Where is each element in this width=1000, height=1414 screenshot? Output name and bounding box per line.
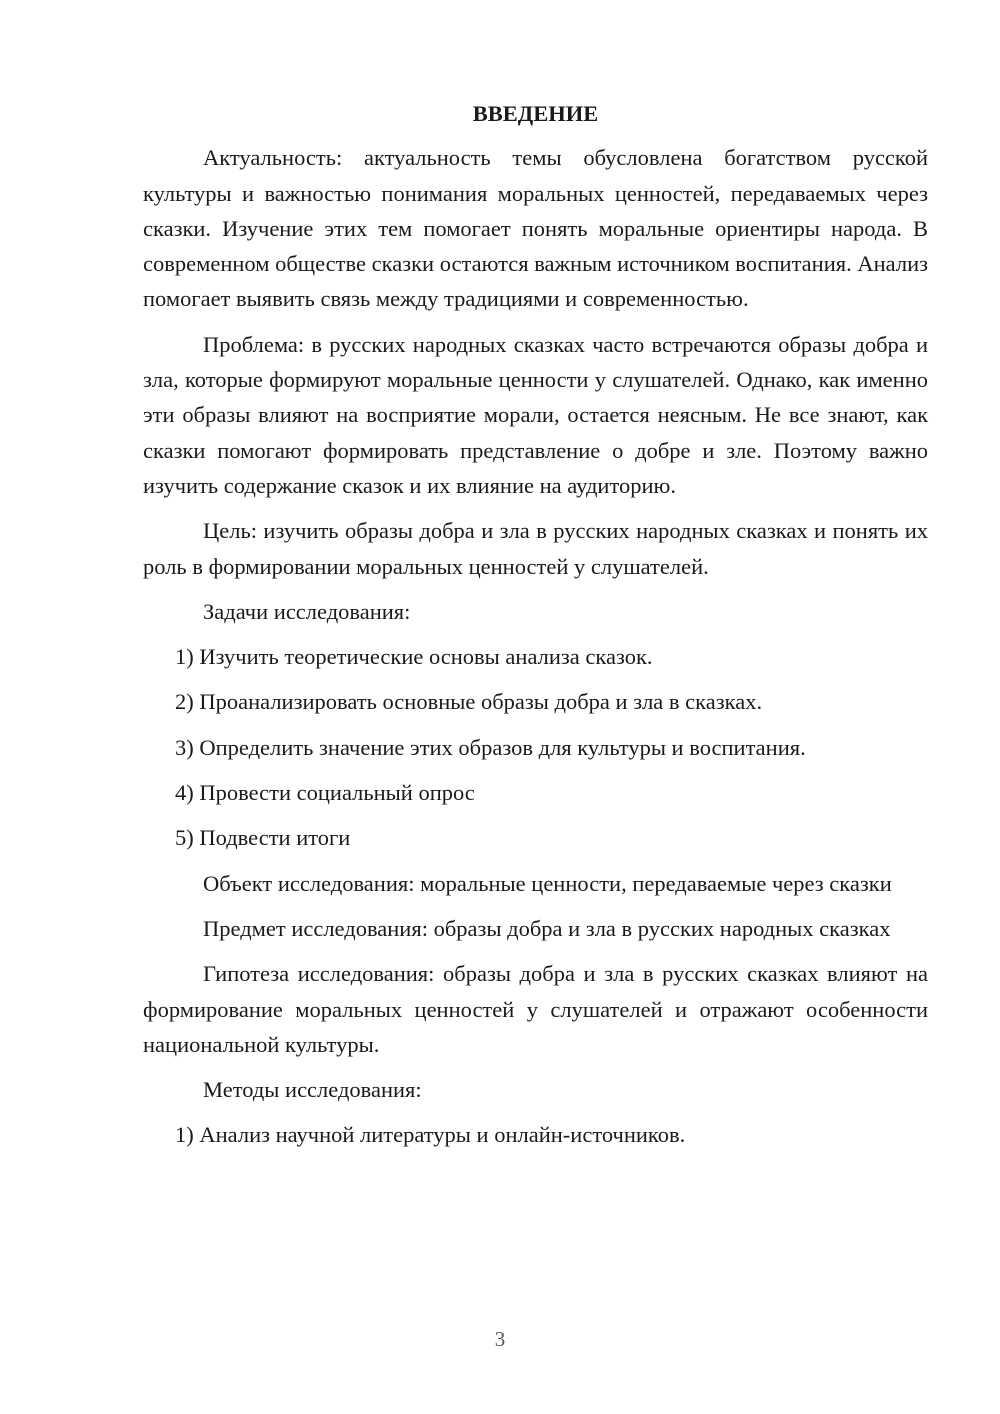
relevance-paragraph: Актуальность: актуальность темы обусловлена богатством русской культуры и важностью понимания моральных ценностей, передаваемых через сказки. Изучение этих тем помогает понять моральные ориентиры народа. В современном обществе сказки остаются важным источником воспитания. Анализ помогает выявить связь между традициями и современностью. <box>143 145 928 312</box>
list-item: 3) Определить значение этих образов для культуры и воспитания. <box>175 734 806 760</box>
problem-paragraph: Проблема: в русских народных сказках часто встречаются образы добра и зла, которые формируют моральные ценности у слушателей. Однако, как именно эти образы влияют на восприятие морали, остается неясным. Не все знают, как сказки помогают формировать представление о добре и зле. Поэтому важно изучить содержание сказок и их влияние на аудиторию. <box>143 331 928 498</box>
goal-paragraph: Цель: изучить образы добра и зла в русских народных сказках и понять их роль в формировании моральных ценностей у слушателей. <box>143 518 928 579</box>
list-item: 1) Анализ научной литературы и онлайн-источников. <box>175 1122 686 1148</box>
page-number: 3 <box>494 1327 506 1351</box>
tasks-heading: Задачи исследования: <box>203 598 411 624</box>
subject-paragraph: Предмет исследования: образы добра и зла в русских народных сказках <box>203 915 891 941</box>
list-item: 5) Подвести итоги <box>175 825 351 851</box>
list-item: 4) Провести социальный опрос <box>175 780 475 806</box>
document-page <box>143 96 928 1163</box>
list-item: 2) Проанализировать основные образы добра и зла в сказках. <box>175 689 763 715</box>
methods-list <box>143 1117 928 1152</box>
page-title: ВВЕДЕНИЕ <box>472 101 599 126</box>
object-paragraph: Объект исследования: моральные ценности, передаваемые через сказки <box>203 870 892 896</box>
hypothesis-paragraph: Гипотеза исследования: образы добра и зла в русских сказках влияют на формирование моральных ценностей у слушателей и отражают особенности национальной культуры. <box>143 961 928 1057</box>
methods-heading: Методы исследования: <box>203 1077 422 1103</box>
list-item: 1) Изучить теоретические основы анализа сказок. <box>175 644 653 670</box>
tasks-list <box>143 639 928 855</box>
